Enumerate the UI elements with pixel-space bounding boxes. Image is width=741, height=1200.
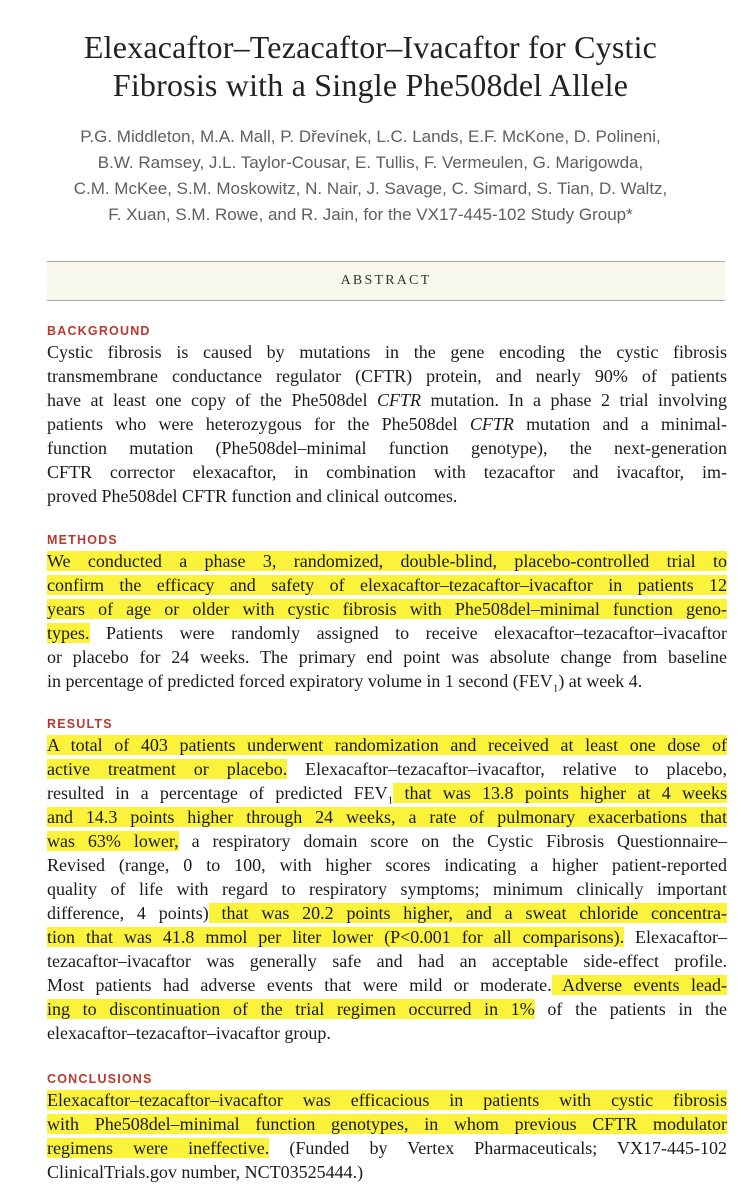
text-line (47, 621, 727, 645)
body-text: proved Phe508del CFTR function and clinical outcomes. (47, 486, 458, 506)
text-line (47, 1021, 727, 1045)
text-line (47, 853, 727, 877)
body-text: CFTR corrector elexacaftor, in combination with tezacaftor and ivacaftor, im- (47, 462, 727, 482)
text-line (47, 340, 727, 364)
results-text (47, 733, 727, 1045)
body-text: function mutation (Phe508del–minimal function genotype), the next-generation (47, 438, 727, 458)
highlighted-text: types. (47, 623, 90, 643)
text-line (47, 805, 727, 829)
highlighted-text: ing to discontinuation of the trial regimen occurred in 1% (47, 999, 535, 1019)
body-text: mutation. In a phase 2 trial involving (420, 390, 727, 410)
title-line: Fibrosis with a Single Phe508del Allele (112, 67, 629, 103)
body-text: Revised (range, 0 to 100, with higher scores indicating a higher patient-reported (47, 855, 727, 875)
background-section (47, 322, 727, 508)
author-line: C.M. McKee, S.M. Moskowitz, N. Nair, J. Savage, C. Simard, S. Tian, D. Waltz, (73, 179, 668, 198)
body-text: ) at week 4. (558, 671, 643, 691)
highlighted-text: We conducted a phase 3, randomized, double-blind, placebo-controlled trial to (47, 551, 727, 571)
conclusions-section (47, 1070, 727, 1184)
text-line (47, 549, 727, 573)
text-line (47, 484, 727, 508)
highlighted-text: Elexacaftor–tezacaftor–ivacaftor was efficacious in patients with cystic fibrosis (47, 1090, 727, 1110)
text-line (47, 973, 727, 997)
text-line (47, 829, 727, 853)
author-line: B.W. Ramsey, J.L. Taylor-Cousar, E. Tullis, F. Vermeulen, G. Marigowda, (97, 153, 644, 172)
subscript: 1 (387, 794, 394, 807)
highlighted-text: was 63% lower, (47, 831, 179, 851)
text-line (47, 925, 727, 949)
body-text: resulted in a percentage of predicted FEV (47, 783, 388, 803)
text-line (47, 997, 727, 1021)
text-line (47, 1088, 727, 1112)
conclusions-text (47, 1088, 727, 1184)
highlighted-text: years of age or older with cystic fibrosis with Phe508del–minimal function geno- (47, 599, 727, 619)
text-line (47, 460, 727, 484)
italic-gene-name: CFTR (376, 390, 421, 410)
text-line (47, 669, 727, 693)
text-line (47, 1160, 727, 1184)
author-line: P.G. Middleton, M.A. Mall, P. Dřevínek, L.C. Lands, E.F. McKone, D. Polineni, (80, 127, 661, 146)
body-text: mutation and a minimal- (513, 414, 727, 434)
body-text: Most patients had adverse events that were mild or moderate. (47, 975, 552, 995)
body-text: quality of life with regard to respiratory symptoms; minimum clinically important (47, 879, 727, 899)
body-text: have at least one copy of the Phe508del (47, 390, 377, 410)
abstract-heading: ABSTRACT (47, 261, 725, 301)
highlighted-text: and 14.3 points higher through 24 weeks, a rate of pulmonary exacerbations that (47, 807, 727, 827)
body-text: Cystic fibrosis is caused by mutations in the gene encoding the cystic fibrosis (47, 342, 727, 362)
text-line (47, 573, 727, 597)
section-label: METHODS (47, 533, 118, 547)
background-text (47, 340, 727, 508)
highlighted-text: confirm the efficacy and safety of elexacaftor–tezacaftor–ivacaftor in patients 12 (47, 575, 727, 595)
article-title (0, 28, 741, 104)
text-line (47, 597, 727, 621)
results-section (47, 715, 727, 1045)
methods-section (47, 531, 727, 693)
body-text: in percentage of predicted forced expiratory volume in 1 second (FEV (47, 671, 553, 691)
body-text: (Funded by Vertex Pharmaceuticals; VX17-445-102 (269, 1138, 727, 1158)
highlighted-text: regimens were ineffective. (47, 1138, 270, 1158)
highlighted-text: that was 13.8 points higher at 4 weeks (393, 783, 728, 803)
text-line (47, 388, 727, 412)
section-label: BACKGROUND (47, 324, 151, 338)
body-text: difference, 4 points) (47, 903, 209, 923)
text-line (47, 781, 727, 805)
body-text: elexacaftor–tezacaftor–ivacaftor group. (47, 1023, 331, 1043)
italic-gene-name: CFTR (469, 414, 514, 434)
text-line (47, 901, 727, 925)
text-line (47, 412, 727, 436)
subscript: 1 (552, 682, 559, 695)
section-label: RESULTS (47, 717, 113, 731)
text-line (47, 877, 727, 901)
body-text: Elexacaftor–tezacaftor–ivacaftor, relative to placebo, (287, 759, 727, 779)
body-text: tezacaftor–ivacaftor was generally safe and had an acceptable side-effect profile. (47, 951, 727, 971)
highlighted-text: active treatment or placebo. (47, 759, 288, 779)
text-line (47, 436, 727, 460)
text-line (47, 645, 727, 669)
highlighted-text: tion that was 41.8 mmol per liter lower (P<0.001 for all comparisons). (47, 927, 625, 947)
text-line (47, 1136, 727, 1160)
text-line (47, 364, 727, 388)
title-line: Elexacaftor–Tezacaftor–Ivacaftor for Cystic (83, 29, 658, 65)
body-text: patients who were heterozygous for the Phe508del (47, 414, 470, 434)
text-line (47, 733, 727, 757)
highlighted-text: with Phe508del–minimal function genotypes, in whom previous CFTR modulator (47, 1114, 727, 1134)
body-text: transmembrane conductance regulator (CFTR) protein, and nearly 90% of patients (47, 366, 727, 386)
body-text: ClinicalTrials.gov number, NCT03525444.) (47, 1162, 364, 1182)
highlighted-text: Adverse events lead- (551, 975, 727, 995)
body-text: Patients were randomly assigned to receive elexacaftor–tezacaftor–ivacaftor (89, 623, 727, 643)
highlighted-text: A total of 403 patients underwent randomization and received at least one dose of (47, 735, 727, 755)
body-text: Elexacaftor– (624, 927, 727, 947)
text-line (47, 949, 727, 973)
author-line: F. Xuan, S.M. Rowe, and R. Jain, for the VX17-445-102 Study Group* (108, 205, 633, 224)
section-label: CONCLUSIONS (47, 1072, 153, 1086)
text-line (47, 1112, 727, 1136)
author-list (0, 124, 741, 228)
text-line (47, 757, 727, 781)
body-text: or placebo for 24 weeks. The primary end point was absolute change from baseline (47, 647, 727, 667)
methods-text (47, 549, 727, 693)
highlighted-text: that was 20.2 points higher, and a sweat chloride concentra- (208, 903, 727, 923)
body-text: of the patients in the (534, 999, 727, 1019)
body-text: a respiratory domain score on the Cystic Fibrosis Questionnaire– (178, 831, 728, 851)
